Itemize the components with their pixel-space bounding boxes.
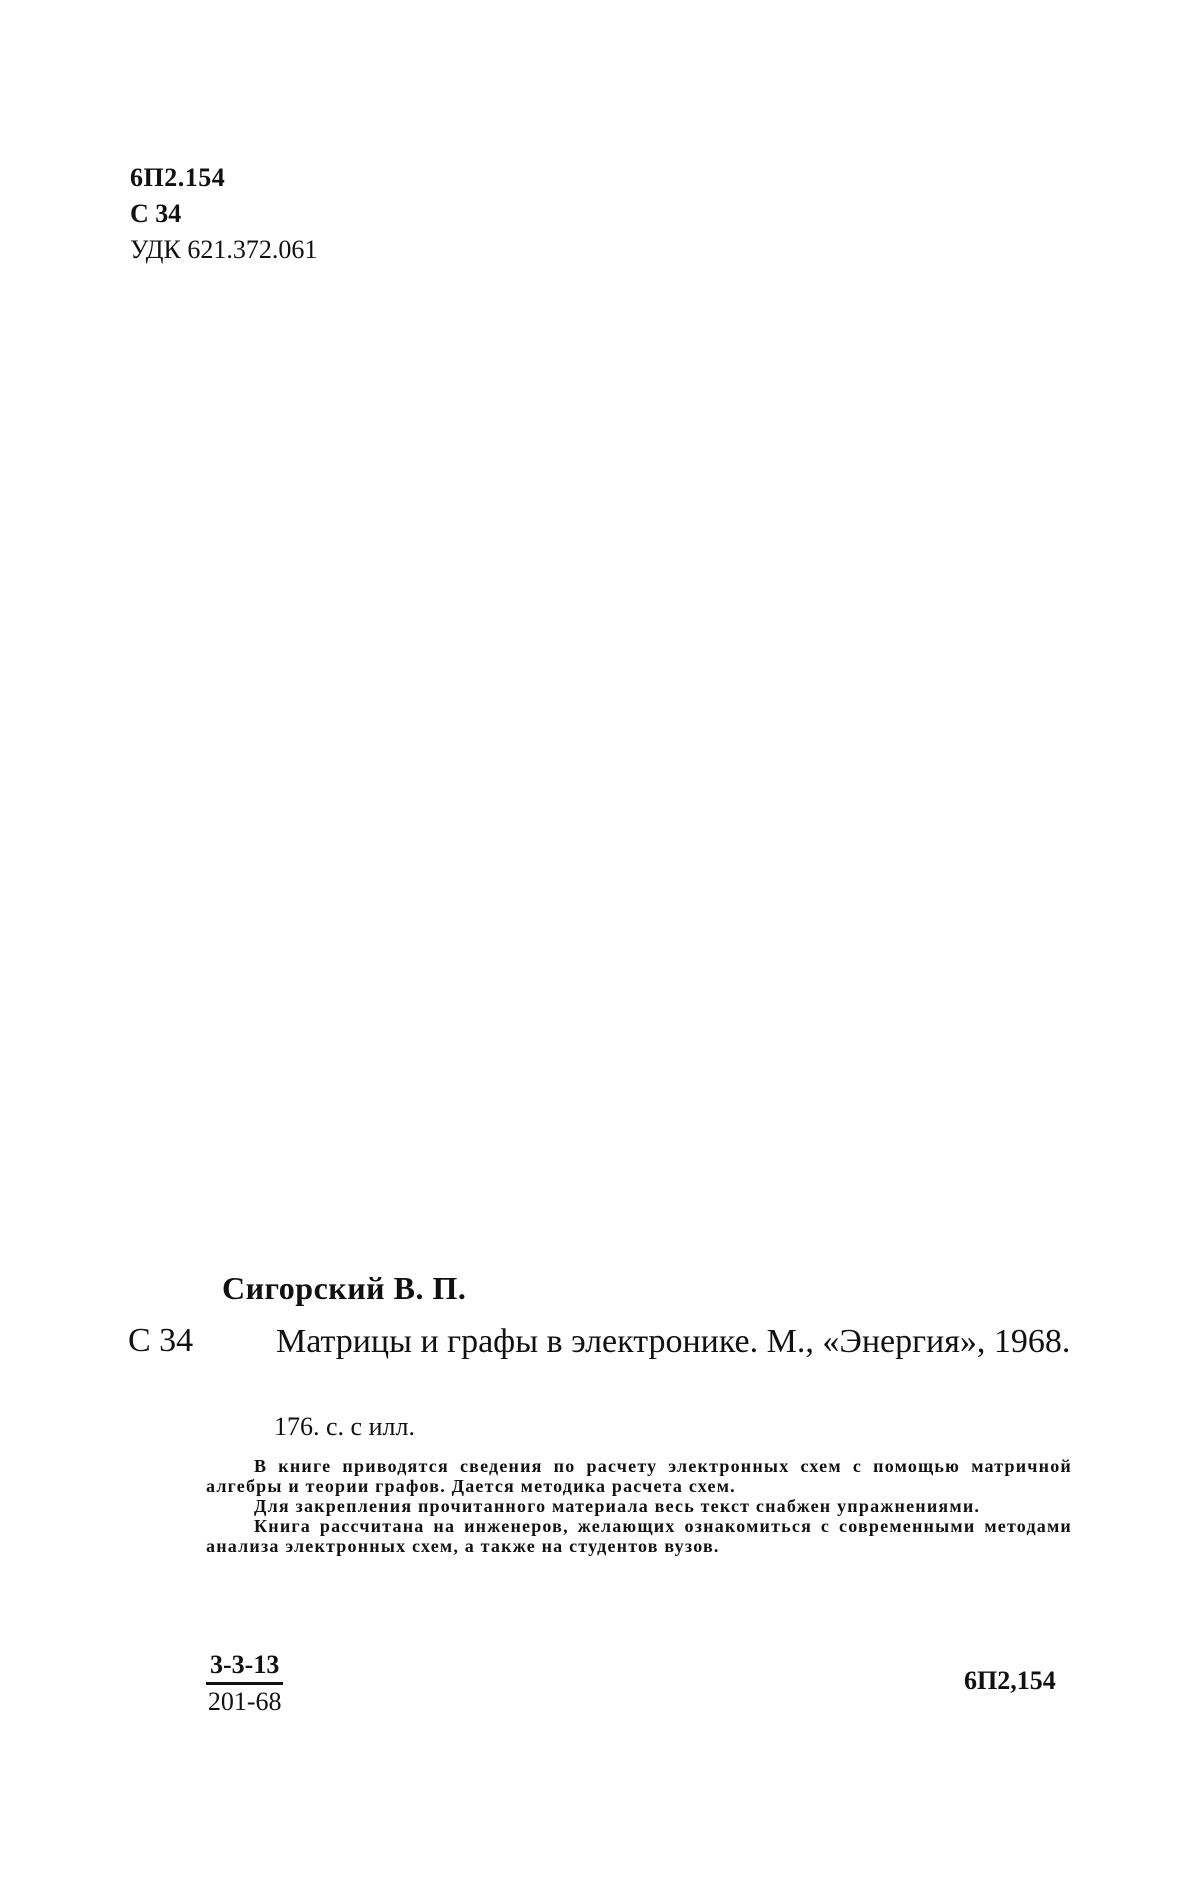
udc-code: УДК 621.372.061 bbox=[130, 235, 318, 264]
publisher-index bbox=[206, 1650, 283, 1717]
card-author-mark: С 34 bbox=[128, 1322, 194, 1359]
index-numerator: 3-3-13 bbox=[206, 1650, 283, 1685]
author-mark: С 34 bbox=[130, 199, 182, 228]
annotation-paragraph: Для закрепления прочитанного материала весь текст снабжен упражнениями. bbox=[254, 1496, 981, 1516]
card-author: Сигорский В. П. bbox=[222, 1270, 467, 1306]
annotation-paragraph: Книга рассчитана на инженеров, желающих ознакомиться с современными методами анализа электронных схем, а также на студентов вузов. bbox=[206, 1516, 1072, 1556]
annotation-paragraph: В книге приводятся сведения по расчету электронных схем с помощью матричной алгебры и теории графов. Дается методика расчета схем. bbox=[206, 1456, 1072, 1496]
bbk-code-bottom: 6П2,154 bbox=[964, 1666, 1056, 1695]
annotation bbox=[206, 1456, 1072, 1556]
index-denominator: 201-68 bbox=[207, 1687, 282, 1716]
card-pages: 176. с. с илл. bbox=[274, 1412, 415, 1441]
card-title: Матрицы и графы в электронике. М., «Энергия», 1968. bbox=[276, 1323, 1071, 1360]
bbk-code: 6П2.154 bbox=[130, 163, 226, 192]
classification-block bbox=[130, 160, 317, 268]
